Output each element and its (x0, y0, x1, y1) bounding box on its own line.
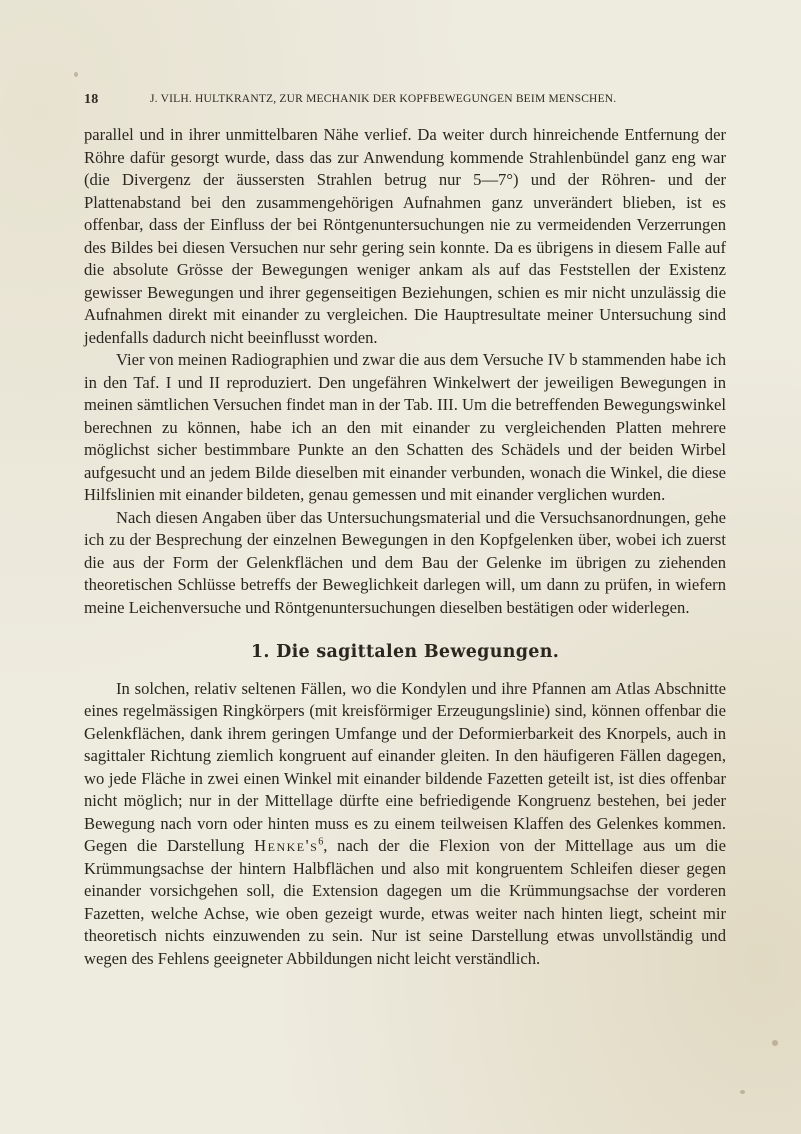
paragraph-4-text-b: , nach der die Flexion von der Mittellage aus um die Krümmungsachse der hintern Halbflächen und also mit kongruentem Schleifen dieser gegen einander vorsichgehen soll, die Extension dagegen um die Krümmungsachse der vorderen Fazetten, welche Achse, wie oben gezeigt wurde, etwas weiter nach hinten liegt, scheint mir theoretisch nichts einzuwenden zu sein. Nur ist seine Darstellung etwas unvollständig und wegen des Fehlens geeigneter Abbildungen nicht leicht verständlich. (84, 836, 726, 968)
foxing-spot (740, 1090, 745, 1094)
paragraph-3: Nach diesen Angaben über das Untersuchungsmaterial und die Versuchsanordnungen, gehe ich zu der Besprechung der einzelnen Bewegungen in den Kopfgelenken über, wobei ich zuerst die aus der Form der Gelenkflächen und dem Bau der Gelenke im übrigen zu ziehenden theoretischen Schlüsse betreffs der Beweglichkeit darlegen will, um dann zu prüfen, in wiefern meine Leichenversuche und Röntgenuntersuchungen dieselben bestätigen oder widerlegen. (84, 507, 726, 617)
running-title: J. VILH. HULTKRANTZ, ZUR MECHANIK DER KOPFBEWEGUNGEN BEIM MENSCHEN. (150, 93, 617, 105)
author-name: Henke's (254, 836, 319, 855)
section-heading: 1. Die sagittalen Bewegungen. (250, 642, 560, 662)
page-number: 18 (84, 92, 99, 107)
main-text (84, 124, 726, 970)
paragraph-2: Vier von meinen Radiographien und zwar die aus dem Versuche IV b stammenden habe ich in den Taf. I und II reproduziert. Den ungefähren Winkelwert der jeweiligen Bewegungen in meinen sämtlichen Versuchen findet man in der Tab. III. Um die betreffenden Bewegungswinkel berechnen zu können, habe ich an den mit einander zu vergleichenden Platten mehrere möglichst sicher bestimmbare Punkte an den Schatten des Schädels und der beiden Wirbel aufgesucht und an jedem Bilde dieselben mit einander verbunden, wonach die Winkel, die diese Hilfslinien mit einander bildeten, genau gemessen und mit einander verglichen wurden. (84, 350, 726, 504)
foxing-spot (74, 72, 78, 77)
footnote-marker: 6 (318, 836, 324, 848)
foxing-spot (772, 1040, 778, 1046)
paragraph-1: parallel und in ihrer unmittelbaren Nähe verlief. Da weiter durch hinreichende Entfernung der Röhre dafür gesorgt wurde, dass das zur Anwendung kommende Strahlenbündel ganz eng war (die Divergenz der äussersten Strahlen betrug nur 5—7°) und der Röhren- und der Plattenabstand bei den zusammengehörigen Aufnahmen ganz unverändert blieben, ist es offenbar, dass der Einfluss der bei Röntgenuntersuchungen nie zu vermeidenden Verzerrungen des Bildes bei diesen Versuchen nur sehr gering sein konnte. Da es übrigens in diesem Falle auf die absolute Grösse der Bewegungen weniger ankam als auf das Feststellen der Existenz gewisser Bewegungen und ihrer gegenseitigen Beziehungen, schien es mir nicht unzulässig die Aufnahmen direkt mit einander zu vergleichen. Die Hauptresultate meiner Untersuchung sind jedenfalls dadurch nicht beeinflusst worden. (84, 125, 726, 347)
paragraph-4 (84, 678, 726, 971)
paragraph-4-text-a: In solchen, relativ seltenen Fällen, wo die Kondylen und ihre Pfannen am Atlas Abschnitte eines regelmässigen Ringkörpers (mit kreisförmiger Erzeugungslinie) sind, können offenbar die Gelenkflächen, dank ihrem geringen Umfange und der Deformierbarkeit des Knorpels, auch in sagittaler Richtung ziemlich kongruent auf einander gleiten. In den häufigeren Fällen dagegen, wo jede Fläche in zwei einen Winkel mit einander bildende Fazetten geteilt ist, ist dies offenbar nicht möglich; nur in der Mittellage dürfte eine befriedigende Kongruenz bestehen, bei jeder Bewegung nach vorn oder hinten muss es zu einem teilweisen Klaffen des Gelenkes kommen. Gegen die Darstellung (84, 678, 726, 855)
running-head (84, 92, 724, 112)
